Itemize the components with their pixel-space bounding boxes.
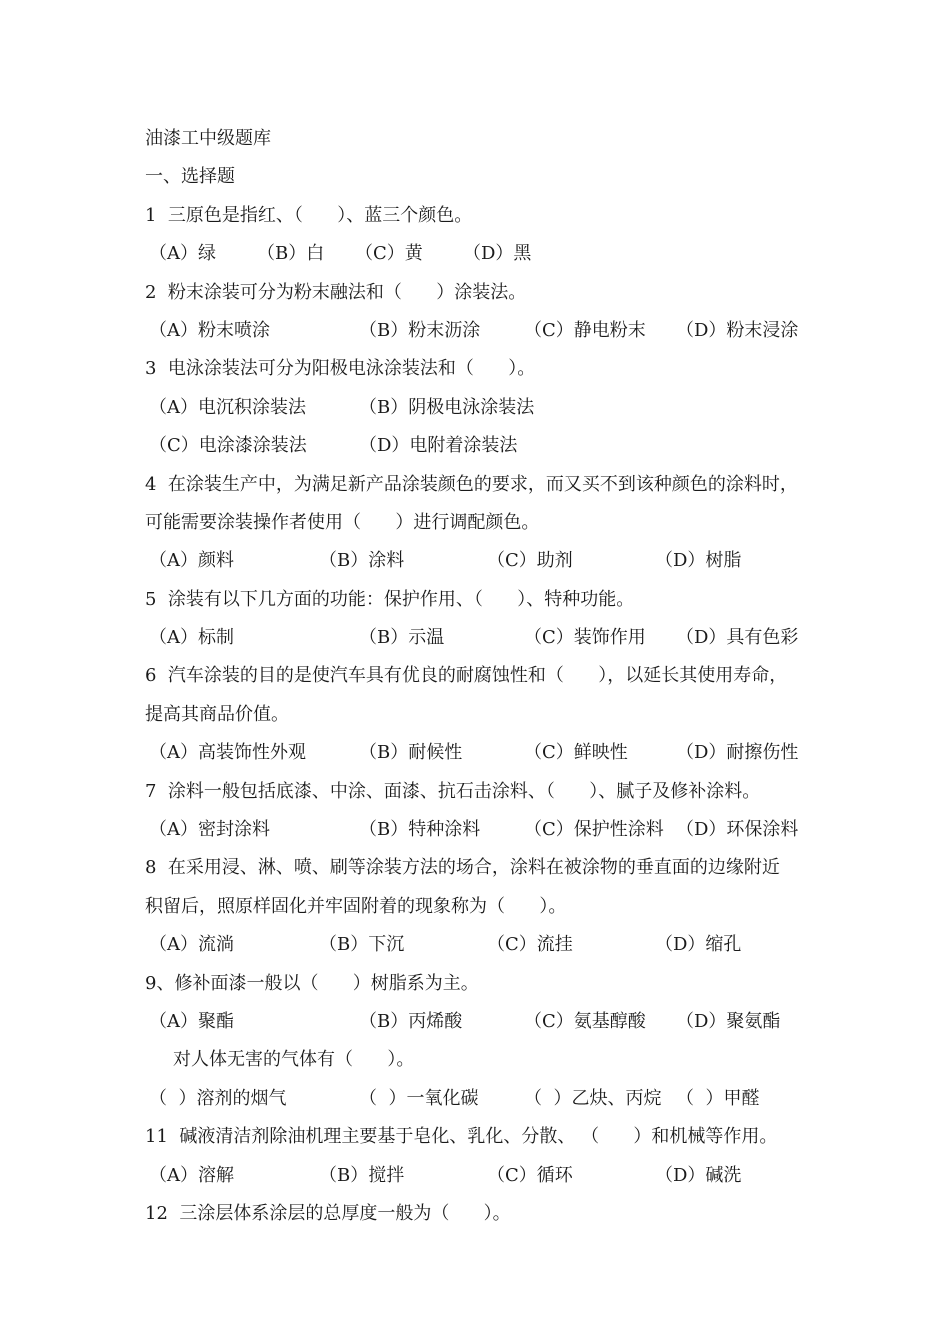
option-choice: （D）粉末浸涂: [676, 319, 799, 341]
question-item: [145, 1041, 815, 1118]
option-choice: （D）环保涂料: [676, 819, 799, 841]
option-choice: （B）示温: [359, 627, 445, 649]
question-stem: 12 三涂层体系涂层的总厚度一般为（ ）。: [145, 1202, 511, 1224]
question-stem: 3 电泳涂装法可分为阳极电泳涂装法和（ ）。: [145, 358, 536, 380]
option-choice: （ ）一氧化碳: [359, 1087, 479, 1109]
option-choice: （ ）溶剂的烟气: [149, 1087, 287, 1109]
question-item: [145, 849, 815, 964]
question-stem: 提高其商品价值。: [145, 703, 289, 725]
document-title: 油漆工中级题库: [145, 128, 271, 149]
question-item: [145, 773, 815, 850]
option-choice: （C）黄: [355, 243, 423, 265]
question-item: [145, 657, 815, 772]
question-stem: 4 在涂装生产中，为满足新产品涂装颜色的要求，而又买不到该种颜色的涂料时，: [145, 473, 798, 495]
option-choice: （D）耐擦伤性: [676, 742, 799, 764]
option-choice: （D）碱洗: [655, 1164, 742, 1186]
question-stem: 7 涂料一般包括底漆、中涂、面漆、抗石击涂料、（ ）、腻子及修补涂料。: [145, 780, 761, 802]
option-row: [145, 542, 815, 580]
section-heading: 一、选择题: [145, 166, 235, 188]
option-choice: （D）电附着涂装法: [359, 435, 518, 457]
document-body: [145, 120, 815, 1233]
question-item: [145, 1118, 815, 1195]
question-stem: 5 涂装有以下几方面的功能：保护作用、（ ）、特种功能。: [145, 588, 635, 610]
option-row: [145, 427, 815, 465]
option-choice: （A）聚酯: [149, 1010, 234, 1032]
option-choice: （C）保护性涂料: [524, 819, 664, 841]
option-choice: （D）聚氨酯: [676, 1010, 781, 1032]
question-item: [145, 466, 815, 581]
question-stem: 积留后，照原样固化并牢固附着的现象称为（ ）。: [145, 895, 567, 917]
option-choice: （D）树脂: [655, 550, 742, 572]
option-choice: （B）丙烯酸: [359, 1010, 463, 1032]
option-choice: （C）静电粉末: [524, 319, 646, 341]
option-choice: （C）循环: [487, 1164, 573, 1186]
option-row: [145, 1003, 815, 1041]
option-choice: （B）阴极电泳涂装法: [359, 396, 535, 418]
question-stem: 11 碱液清洁剂除油机理主要基于皂化、乳化、分散、 （ ）和机械等作用。: [145, 1126, 778, 1148]
option-row: [145, 389, 815, 427]
option-choice: （C）氨基醇酸: [524, 1010, 646, 1032]
option-choice: （A）标制: [149, 627, 234, 649]
option-choice: （C）流挂: [487, 934, 573, 956]
option-row: [145, 1157, 815, 1195]
option-choice: （C）装饰作用: [524, 627, 646, 649]
option-choice: （B）特种涂料: [359, 819, 481, 841]
option-choice: （B）下沉: [319, 934, 405, 956]
option-choice: （B）涂料: [319, 550, 405, 572]
option-choice: （B）耐候性: [359, 742, 463, 764]
question-item: [145, 581, 815, 658]
option-choice: （A）电沉积涂装法: [149, 396, 306, 418]
option-choice: （D）黑: [463, 243, 532, 265]
option-choice: （C）鲜映性: [524, 742, 628, 764]
question-stem: 8 在采用浸、淋、喷、刷等涂装方法的场合，涂料在被涂物的垂直面的边缘附近: [145, 857, 780, 879]
option-choice: （A）密封涂料: [149, 819, 270, 841]
option-choice: （D）具有色彩: [676, 627, 799, 649]
option-choice: （C）助剂: [487, 550, 573, 572]
question-stem: 2 粉末涂装可分为粉末融法和（ ）涂装法。: [145, 281, 527, 303]
question-item: [145, 1195, 815, 1233]
option-choice: （B）搅拌: [319, 1164, 405, 1186]
question-item: [145, 274, 815, 351]
option-row: [145, 811, 815, 849]
option-choice: （B）白: [257, 243, 325, 265]
option-choice: （C）电涂漆涂装法: [149, 435, 307, 457]
option-choice: （ ）甲醛: [676, 1087, 760, 1109]
option-choice: （A）颜料: [149, 550, 234, 572]
option-choice: （A）绿: [149, 243, 216, 265]
option-choice: （A）高装饰性外观: [149, 742, 306, 764]
question-stem: 1 三原色是指红、（ ）、蓝三个颜色。: [145, 204, 473, 226]
question-item: [145, 965, 815, 1042]
option-choice: （A）溶解: [149, 1164, 234, 1186]
question-stem: 9、修补面漆一般以（ ）树脂系为主。: [145, 972, 479, 994]
option-row: [145, 619, 815, 657]
option-row: [145, 312, 815, 350]
question-stem: 对人体无害的气体有（ ）。: [173, 1049, 415, 1071]
option-row: [145, 926, 815, 964]
option-choice: （B）粉末沥涂: [359, 319, 481, 341]
option-choice: （A）流淌: [149, 934, 234, 956]
question-item: [145, 197, 815, 274]
option-row: [145, 1080, 815, 1118]
option-row: [145, 734, 815, 772]
question-list: [145, 197, 815, 1234]
question-item: [145, 350, 815, 465]
option-choice: （D）缩孔: [655, 934, 742, 956]
option-choice: （A）粉末喷涂: [149, 319, 270, 341]
question-stem: 可能需要涂装操作者使用（ ）进行调配颜色。: [145, 511, 540, 533]
option-row: [145, 235, 815, 273]
question-stem: 6 汽车涂装的目的是使汽车具有优良的耐腐蚀性和（ ），以延长其使用寿命，: [145, 665, 788, 687]
option-choice: （ ）乙炔、丙烷: [524, 1087, 662, 1109]
